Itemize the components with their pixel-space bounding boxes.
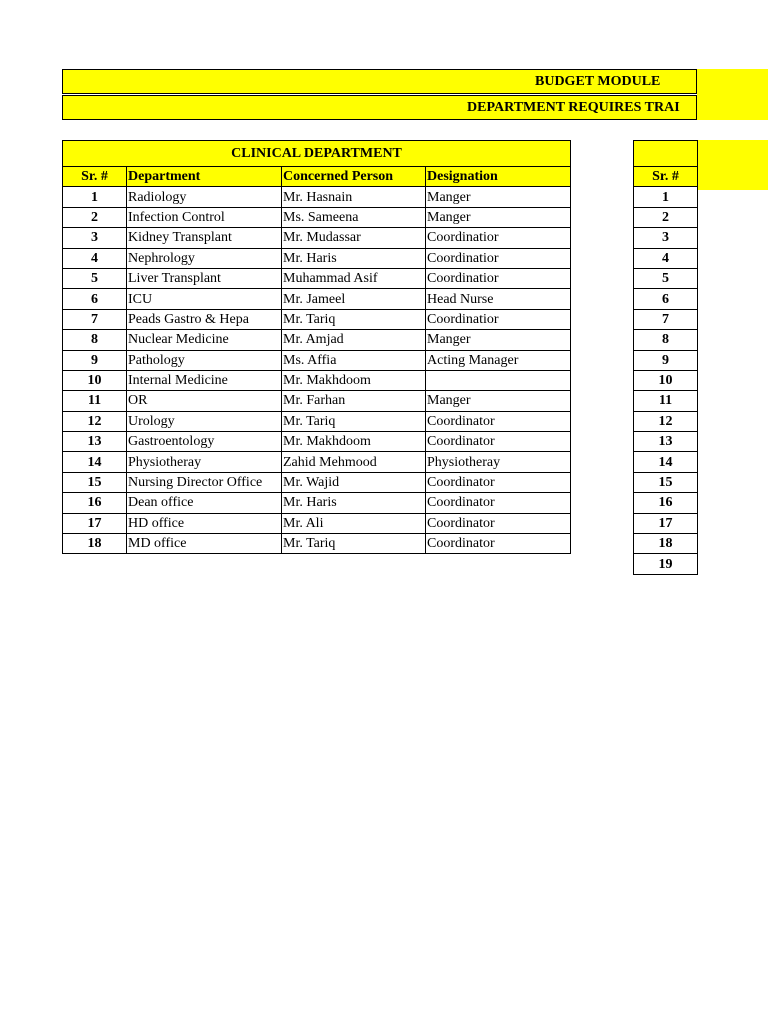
budget-module-title-bar	[62, 69, 697, 94]
cell-concerned-person: Mr. Mudassar	[282, 228, 426, 248]
cell-department: Infection Control	[127, 207, 282, 227]
cell-sr-number: 6	[634, 289, 698, 309]
table-row	[63, 289, 571, 309]
table-row	[63, 513, 571, 533]
cell-concerned-person: Mr. Hasnain	[282, 187, 426, 207]
cell-designation: Coordinator	[426, 513, 571, 533]
cell-sr-number: 12	[634, 411, 698, 431]
cell-sr-number: 5	[634, 268, 698, 288]
table-row	[63, 228, 571, 248]
cell-sr-number: 5	[63, 268, 127, 288]
cell-sr-number: 1	[63, 187, 127, 207]
table-row	[634, 370, 698, 390]
cell-designation: Coordinator	[426, 432, 571, 452]
table-row	[63, 493, 571, 513]
table-row	[634, 534, 698, 554]
department-requires-bar	[62, 95, 697, 120]
table-row	[634, 411, 698, 431]
cell-designation: Manger	[426, 187, 571, 207]
cell-sr-number: 16	[634, 493, 698, 513]
cell-department: Dean office	[127, 493, 282, 513]
cell-sr-number: 2	[63, 207, 127, 227]
table-row	[63, 309, 571, 329]
cell-sr-number: 3	[63, 228, 127, 248]
cell-sr-number: 18	[634, 534, 698, 554]
cell-designation: Coordinatior	[426, 309, 571, 329]
table-row	[63, 187, 571, 207]
cell-department: Peads Gastro & Hepa	[127, 309, 282, 329]
cell-sr-number: 1	[634, 187, 698, 207]
cell-department: Physiotheray	[127, 452, 282, 472]
cell-sr-number: 8	[634, 330, 698, 350]
cell-designation: Coordinatior	[426, 228, 571, 248]
cell-department: Nephrology	[127, 248, 282, 268]
cell-sr-number: 2	[634, 207, 698, 227]
table-row	[63, 534, 571, 554]
table-row	[634, 207, 698, 227]
table-row	[634, 187, 698, 207]
cell-sr-number: 11	[634, 391, 698, 411]
cell-sr-number: 13	[634, 432, 698, 452]
second-table-header-overflow-fill	[697, 140, 768, 190]
cell-concerned-person: Mr. Makhdoom	[282, 370, 426, 390]
cell-designation: Coordinatior	[426, 248, 571, 268]
cell-sr-number: 7	[63, 309, 127, 329]
second-table-title	[634, 141, 698, 167]
table-row	[634, 228, 698, 248]
cell-designation: Coordinatior	[426, 268, 571, 288]
cell-concerned-person: Zahid Mehmood	[282, 452, 426, 472]
table-row	[634, 493, 698, 513]
clinical-header-row	[63, 167, 571, 187]
cell-concerned-person: Muhammad Asif	[282, 268, 426, 288]
cell-concerned-person: Ms. Sameena	[282, 207, 426, 227]
cell-designation: Acting Manager	[426, 350, 571, 370]
table-row	[634, 289, 698, 309]
cell-department: Internal Medicine	[127, 370, 282, 390]
cell-designation: Coordinator	[426, 472, 571, 492]
column-header-designation: Designation	[426, 167, 571, 187]
cell-sr-number: 17	[63, 513, 127, 533]
table-row	[63, 248, 571, 268]
cell-sr-number: 8	[63, 330, 127, 350]
cell-sr-number: 11	[63, 391, 127, 411]
cell-department: Gastroentology	[127, 432, 282, 452]
cell-department: ICU	[127, 289, 282, 309]
cell-sr-number: 13	[63, 432, 127, 452]
table-row	[63, 432, 571, 452]
cell-concerned-person: Mr. Wajid	[282, 472, 426, 492]
cell-concerned-person: Mr. Tariq	[282, 411, 426, 431]
table-row	[63, 452, 571, 472]
table-row	[63, 370, 571, 390]
table-row	[634, 391, 698, 411]
cell-designation: Manger	[426, 391, 571, 411]
cell-concerned-person: Mr. Amjad	[282, 330, 426, 350]
cell-department: Nursing Director Office	[127, 472, 282, 492]
cell-sr-number: 15	[634, 472, 698, 492]
cell-designation: Head Nurse	[426, 289, 571, 309]
header-overflow-fill	[697, 69, 768, 120]
cell-sr-number: 9	[634, 350, 698, 370]
cell-concerned-person: Mr. Makhdoom	[282, 432, 426, 452]
cell-concerned-person: Mr. Tariq	[282, 534, 426, 554]
clinical-department-table	[62, 140, 571, 554]
table-row	[63, 350, 571, 370]
cell-concerned-person: Mr. Haris	[282, 493, 426, 513]
cell-sr-number: 10	[63, 370, 127, 390]
cell-sr-number: 17	[634, 513, 698, 533]
cell-department: Radiology	[127, 187, 282, 207]
table-row	[634, 472, 698, 492]
cell-department: HD office	[127, 513, 282, 533]
cell-sr-number: 14	[63, 452, 127, 472]
cell-department: Nuclear Medicine	[127, 330, 282, 350]
cell-sr-number: 15	[63, 472, 127, 492]
cell-sr-number: 12	[63, 411, 127, 431]
table-row	[634, 452, 698, 472]
table-row	[63, 411, 571, 431]
cell-sr-number: 16	[63, 493, 127, 513]
table-row	[63, 330, 571, 350]
cell-sr-number: 4	[63, 248, 127, 268]
table-row	[63, 207, 571, 227]
cell-department: MD office	[127, 534, 282, 554]
cell-sr-number: 14	[634, 452, 698, 472]
cell-department: Urology	[127, 411, 282, 431]
column-header-concerned-person: Concerned Person	[282, 167, 426, 187]
cell-department: OR	[127, 391, 282, 411]
cell-department: Liver Transplant	[127, 268, 282, 288]
cell-department: Kidney Transplant	[127, 228, 282, 248]
cell-concerned-person: Mr. Farhan	[282, 391, 426, 411]
cell-department: Pathology	[127, 350, 282, 370]
cell-designation: Physiotheray	[426, 452, 571, 472]
cell-sr-number: 9	[63, 350, 127, 370]
column-header-sr: Sr. #	[63, 167, 127, 187]
cell-designation: Coordinator	[426, 493, 571, 513]
table-row	[634, 268, 698, 288]
table-row	[634, 554, 698, 574]
cell-concerned-person: Mr. Haris	[282, 248, 426, 268]
table-row	[634, 309, 698, 329]
cell-sr-number: 6	[63, 289, 127, 309]
cell-sr-number: 19	[634, 554, 698, 574]
table-row	[634, 432, 698, 452]
table-row	[63, 391, 571, 411]
cell-concerned-person: Mr. Tariq	[282, 309, 426, 329]
cell-concerned-person: Mr. Ali	[282, 513, 426, 533]
second-column-header-sr: Sr. #	[634, 167, 698, 187]
table-row	[634, 248, 698, 268]
table-row	[634, 350, 698, 370]
table-row	[634, 330, 698, 350]
cell-designation: Coordinator	[426, 411, 571, 431]
table-row	[63, 268, 571, 288]
page-subtitle: DEPARTMENT REQUIRES TRAI	[467, 100, 680, 115]
cell-designation: Coordinator	[426, 534, 571, 554]
cell-sr-number: 10	[634, 370, 698, 390]
table-row	[63, 472, 571, 492]
column-header-department: Department	[127, 167, 282, 187]
table-row	[634, 513, 698, 533]
clinical-department-title: CLINICAL DEPARTMENT	[63, 141, 571, 167]
cell-sr-number: 3	[634, 228, 698, 248]
cell-concerned-person: Mr. Jameel	[282, 289, 426, 309]
cell-sr-number: 18	[63, 534, 127, 554]
page-title: BUDGET MODULE	[535, 74, 661, 89]
cell-sr-number: 4	[634, 248, 698, 268]
cell-concerned-person: Ms. Affia	[282, 350, 426, 370]
second-department-table	[633, 140, 698, 575]
cell-designation	[426, 370, 571, 390]
cell-designation: Manger	[426, 330, 571, 350]
cell-sr-number: 7	[634, 309, 698, 329]
cell-designation: Manger	[426, 207, 571, 227]
